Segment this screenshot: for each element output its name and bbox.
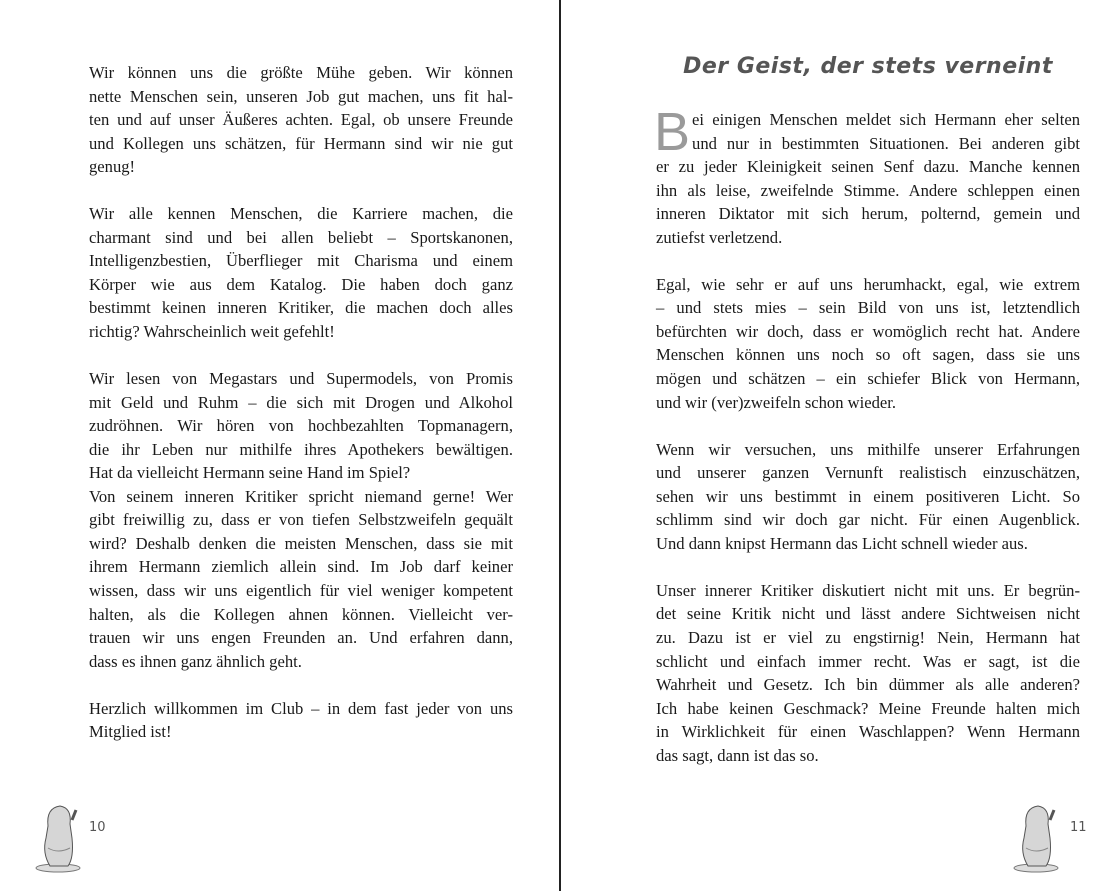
paragraph: [89, 485, 513, 673]
text-line: ihrem Hermann ziemlich allein sind. Im Job darf keiner: [89, 557, 513, 577]
text-line: befürchten wir doch, dass er womöglich recht hat. Andere: [656, 321, 1080, 341]
text-line: zu. Dazu ist er viel zu engstirnig! Nein, Hermann hat: [656, 628, 1080, 648]
chapter-title: Der Geist, der stets verneint: [683, 54, 1053, 79]
text-line: charmant sind und bei allen beliebt – Sportskanonen,: [89, 227, 513, 247]
paragraph: [656, 438, 1080, 556]
hermann-figure-icon: [28, 798, 88, 878]
text-line: zutiefst verletzend.: [656, 227, 783, 247]
text-line: ei einigen Menschen meldet sich Hermann eher selten: [692, 110, 1080, 129]
paragraph: [654, 102, 1080, 249]
text-line: wird? Deshalb denken die meisten Menschen, dass sie mit: [89, 533, 513, 553]
text-line: ten und auf unser Äußeres achten. Egal, ob unsere Freunde: [89, 110, 513, 130]
text-line: und nur in bestimmten Situationen. Bei anderen gibt: [692, 133, 1080, 153]
text-line: schlimm sind wir doch gar nicht. Für einen Augenblick.: [656, 510, 1080, 530]
text-line: mit Geld und Ruhm – die sich mit Drogen und Alkohol: [89, 392, 513, 412]
page-number-left: 10: [89, 820, 106, 835]
text-line: das sagt, dann ist das so.: [656, 745, 819, 765]
paragraph: [89, 697, 513, 744]
text-line: Von seinem inneren Kritiker spricht niemand gerne! Wer: [89, 486, 513, 506]
text-line: – und stets mies – sein Bild von uns ist, letztendlich: [656, 298, 1080, 318]
text-line: wissen, dass wir uns eigentlich für viel weniger kompetent: [89, 581, 513, 601]
page-gutter-divider: [559, 0, 561, 891]
text-line: Unser innerer Kritiker diskutiert nicht mit uns. Er begrün-: [656, 580, 1080, 600]
text-line: schlicht und einfach immer recht. Was er sagt, ist die: [656, 651, 1080, 671]
text-line: trauen wir uns engen Freunden an. Und erfahren dann,: [89, 628, 513, 648]
text-line: Menschen können uns noch so oft sagen, dass sie uns: [656, 345, 1080, 365]
text-line: und Kollegen uns schätzen, für Hermann sind wir nie gut: [89, 133, 513, 153]
paragraph: [656, 273, 1080, 414]
text-line: sehen wir uns bestimmt in einem positiveren Licht. So: [656, 486, 1080, 506]
text-line: inneren Diktator mit sich herum, polternd, gemein und: [656, 204, 1080, 224]
text-line: dass es ihnen ganz ähnlich geht.: [89, 651, 302, 671]
text-line: halten, als die Kollegen ahnen können. Vielleicht ver-: [89, 604, 513, 624]
text-line: genug!: [89, 157, 136, 177]
text-line: Mitglied ist!: [89, 722, 172, 742]
text-line: Wir alle kennen Menschen, die Karriere machen, die: [89, 204, 513, 224]
text-line: Egal, wie sehr er auf uns herumhackt, egal, wie extrem: [656, 274, 1080, 294]
text-line: Wahrheit und Gesetz. Ich bin dümmer als alle anderen?: [656, 675, 1080, 695]
text-line: er zu jeder Kleinigkeit seinen Senf dazu. Manche kennen: [656, 157, 1080, 177]
text-line: bestimmt keinen inneren Kritiker, die machen doch alles: [89, 298, 513, 318]
paragraph: [656, 579, 1080, 767]
text-line: und wir (ver)zweifeln schon wieder.: [656, 392, 897, 412]
paragraph: [89, 367, 513, 485]
paragraph: [89, 202, 513, 343]
drop-cap: B: [654, 102, 691, 162]
text-line: Wenn wir versuchen, uns mithilfe unserer Erfahrungen: [656, 439, 1080, 459]
text-line: Und dann knipst Hermann das Licht schnell wieder aus.: [656, 533, 1028, 553]
text-line: Körper wie aus dem Katalog. Die haben doch ganz: [89, 274, 513, 294]
text-line: Herzlich willkommen im Club – in dem fast jeder von uns: [89, 698, 513, 718]
text-line: und unserer ganzen Vernunft realistisch einzuschätzen,: [656, 463, 1080, 483]
text-line: ihn als leise, zweifelnde Stimme. Andere schleppen einen: [656, 180, 1080, 200]
page-number-right: 11: [1070, 820, 1087, 835]
hermann-figure-icon: [1006, 798, 1066, 878]
text-line: Hat da vielleicht Hermann seine Hand im Spiel?: [89, 463, 411, 483]
text-line: nette Menschen sein, unseren Job gut machen, uns fit hal-: [89, 86, 513, 106]
text-line: richtig? Wahrscheinlich weit gefehlt!: [89, 322, 335, 342]
text-line: Wir lesen von Megastars und Supermodels, von Promis: [89, 369, 513, 389]
text-line: mögen und schätzen – ein schiefer Blick von Hermann,: [656, 369, 1080, 389]
text-line: Ich habe keinen Geschmack? Meine Freunde halten mich: [656, 698, 1080, 718]
text-line: Intelligenzbestien, Überflieger mit Charisma und einem: [89, 251, 513, 271]
text-line: die ihr Leben nur mithilfe ihres Apothekers bewältigen.: [89, 439, 513, 459]
text-line: in Wirklichkeit für einen Waschlappen? Wenn Hermann: [656, 722, 1080, 742]
text-line: Wir können uns die größte Mühe geben. Wir können: [89, 63, 513, 82]
text-line: det seine Kritik nicht und lässt andere Sichtweisen nicht: [656, 604, 1080, 624]
left-page-text: [89, 61, 513, 767]
paragraph: [89, 61, 513, 179]
right-page-text: [654, 102, 1080, 791]
text-line: zudröhnen. Wir hören von hochbezahlten Topmanagern,: [89, 416, 513, 436]
text-line: gibt freiwillig zu, dass er von tiefen Selbstzweifeln gequält: [89, 510, 513, 530]
